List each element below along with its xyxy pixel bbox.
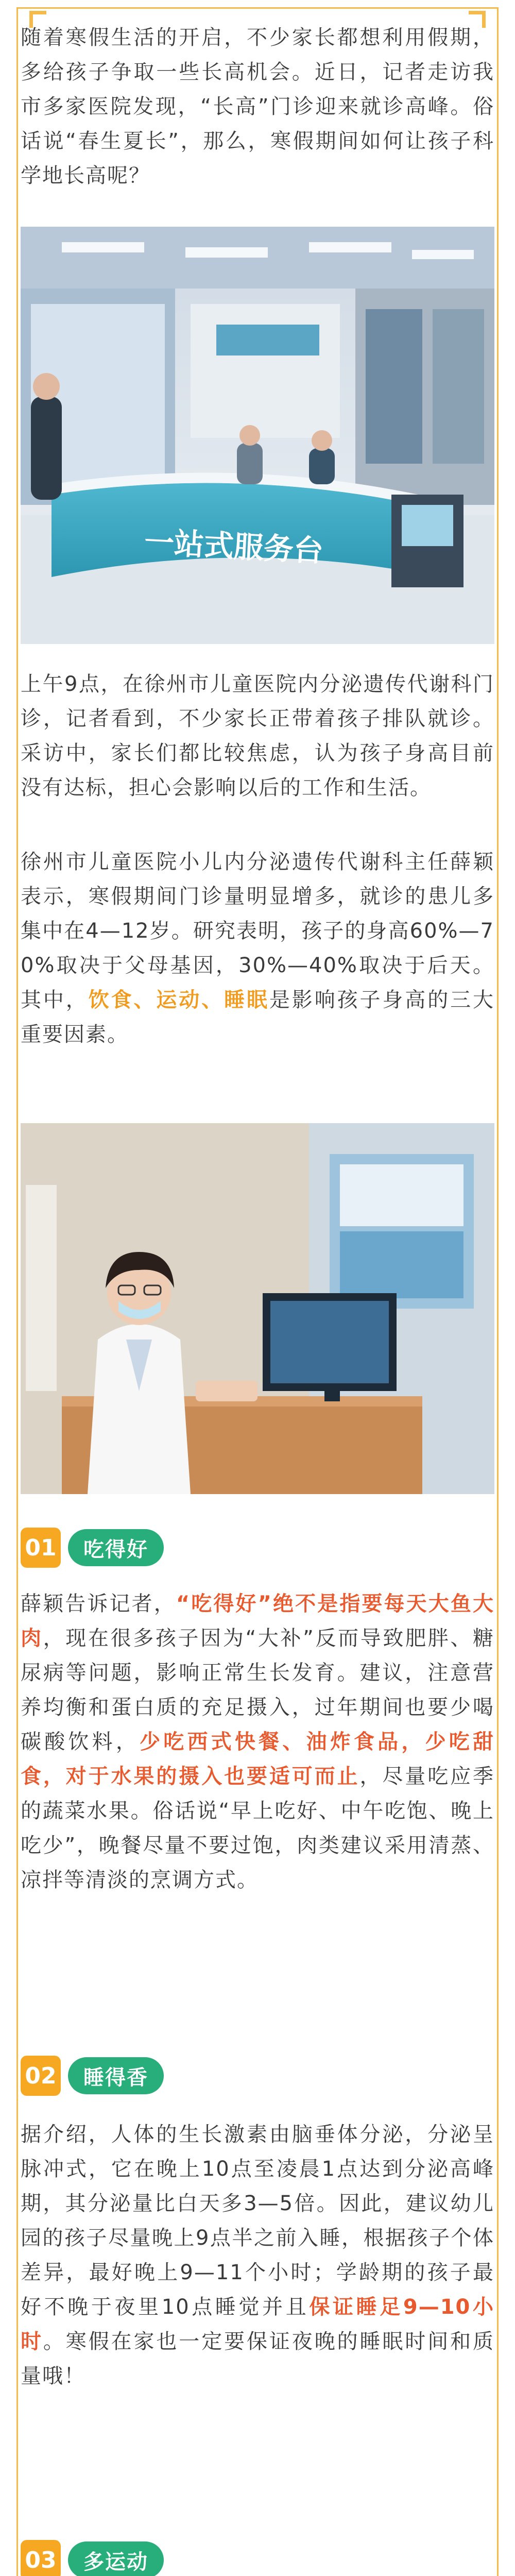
hospital-service-desk-photo — [21, 227, 494, 644]
section-title-exercise: 多运动 — [68, 2541, 164, 2576]
key-factors-highlight: 饮食、运动、睡眠 — [88, 988, 269, 1012]
sleep-paragraph: 据介绍，人体的生长激素由脑垂体分泌，分泌呈脉冲式，它在晚上10点至凌晨1点达到分泌高峰期，其分泌量比白天多3—5倍。因此，建议幼儿园的孩子尽量晚上9点半之前入睡，根据孩子个体差异，最好晚上9—11个小时；学龄期的孩子最好不晚于夜里10点睡觉并且保证睡足9—10小时。寒假在家也一定要保证夜晚的睡眠时间和质量哦！ — [21, 2123, 495, 2388]
diet-warning-highlight: “吃得好”绝不是指要每天大鱼大肉 — [21, 1592, 495, 1650]
visit-paragraph: 上午9点，在徐州市儿童医院内分泌遗传代谢科门诊，记者看到，不少家长正带着孩子排队就诊。采访中，家长们都比较焦虑，认为孩子身高目前没有达标，担心会影响以后的工作和生活。 — [21, 672, 494, 800]
section-number-badge: 03 — [21, 2540, 61, 2576]
sleep-duration-highlight: 保证睡足9—10小时 — [21, 2295, 495, 2353]
intro-paragraph: 随着寒假生活的开启，不少家长都想利用假期，多给孩子争取一些长高机会。近日，记者走访我市多家医院发现，“长高”门诊迎来就诊高峰。俗话说“春生夏长”，那么，寒假期间如何让孩子科学地长高呢？ — [21, 26, 494, 188]
doctor-photo — [21, 1123, 494, 1494]
diet-advice-highlight: 少吃西式快餐、油炸食品，少吃甜食，对于水果的摄入也要适可而止 — [21, 1730, 495, 1788]
section-title-eat-well: 吃得好 — [68, 1529, 164, 1566]
diet-paragraph: 薛颖告诉记者，“吃得好”绝不是指要每天大鱼大肉，现在很多孩子因为“大补”反而导致肥胖、糖尿病等问题，影响正常生长发育。建议，注意营养均衡和蛋白质的充足摄入，过年期间也要少喝碳酸饮料，少吃西式快餐、油炸食品，少吃甜食，对于水果的摄入也要适可而止，尽量吃应季的蔬菜水果。俗话说“早上吃好、中午吃饱、晚上吃少”，晚餐尽量不要过饱，肉类建议采用清蒸、凉拌等清淡的烹调方式。 — [21, 1592, 495, 1892]
section-number-badge: 02 — [21, 2056, 61, 2096]
section-header-exercise — [21, 2540, 164, 2576]
section-header-sleep-well — [21, 2056, 164, 2096]
section-title-sleep-well: 睡得香 — [68, 2057, 164, 2094]
service-desk-sign: 一站式服务台 — [143, 524, 324, 569]
section-number-badge: 01 — [21, 1528, 61, 1568]
section-header-eat-well — [21, 1528, 164, 1568]
expert-paragraph: 徐州市儿童医院小儿内分泌遗传代谢科主任薛颖表示，寒假期间门诊量明显增多，就诊的患儿多集中在4—12岁。研究表明，孩子的身高60%—70%取决于父母基因，30%—40%取决于后天。其中，饮食、运动、睡眠是影响孩子身高的三大重要因素。 — [21, 850, 495, 1046]
